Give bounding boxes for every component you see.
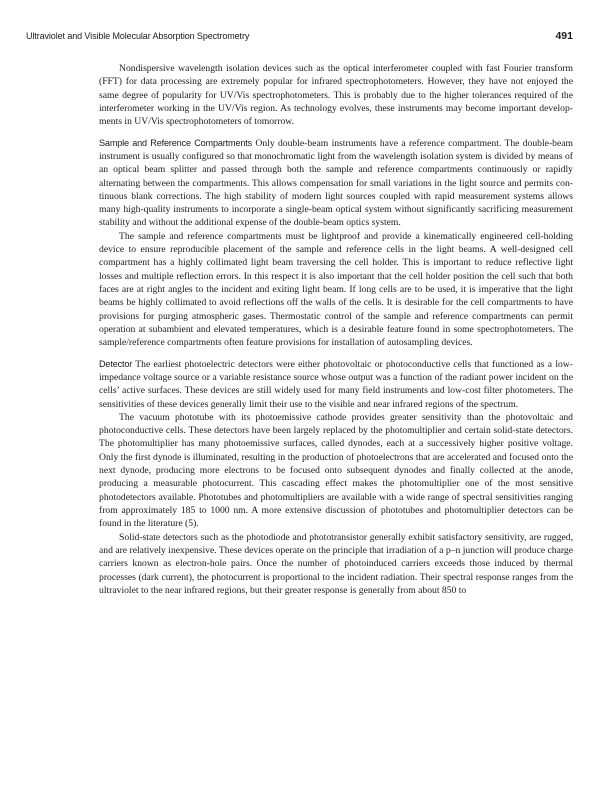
paragraph-phototube: The vacuum phototube with its photoemissive cathode provides greater sensitivity than the photovoltaic and photoconductive cells. These detectors have been largely replaced by the photomultiplier and certain solid-state detectors. The photomultiplier has many photoemissive surfaces, called dynodes, each at a successively higher positive voltage. Only the first dynode is illuminated, resulting in the production of photoelectrons that are accelerated and focused onto the next dynode, producing more electrons to be focused onto subsequent dynodes and finally collected at the anode, producing a measurable photocurrent. This cascading effect makes the photomultiplier one of the most sensitive photodetectors available. Phototubes and photomultipliers are available with a wide range of spectral sensitivities ranging from approximately 185 to 1000 nm. A more extensive discussion of phototubes and photomultiplier detectors can be found in the literature (5). (99, 411, 573, 530)
paragraph-compartments: The sample and reference compartments must be lightproof and provide a kinematically engineered cell-holding device to ensure reproducible placement of the sample and reference cells in the light beams. A well-designed cell compartment has a highly collimated light beam traversing the cell holder. This is important to reduce reflective light losses and multiple reflection errors. In this respect it is also important that the cell holder position the cell such that both faces are at right angles to the incident and exiting light beam. If long cells are to be used, it is imperative that the light beams be highly collimated to avoid reflections off the walls of the cells. It is desirable for the cell compartments to have provisions for purging atmospheric gases. Thermostatic control of the sample and reference compartments can permit operation at subambient and elevated temperatures, which is a desirable feature found in some spectrophotometers. The sample/reference compartments often feature provisions for installation of autosampling devices. (99, 230, 573, 349)
body-text (99, 62, 573, 597)
section-heading-sample-reference: Sample and Reference Compartments (99, 137, 253, 148)
paragraph-interferometer: Nondispersive wavelength isolation devices such as the optical interferometer coupled with fast Fourier transform (FFT) for data processing are extremely popular for infrared spectrophotometers. However, they have not enjoyed the same degree of popularity for UV/Vis spectrophotometers. This is probably due to the higher tolerances required of the interferometer working in the UV/Vis region. As technology evolves, these instruments may become important developments in UV/Vis spectrophotometers of tomorrow. (99, 63, 573, 128)
section-sample-reference (99, 137, 573, 230)
paragraph-photoelectric: The earliest photoelectric detectors were either photovoltaic or photoconductive cells that functioned as a low-impedance voltage source or a variable resistance source whose output was a function of the radiant power incident on the cells’ active surfaces. These devices are still widely used for many field instruments and low-cost filter photometers. The sensitivities of these devices generally limit their use to the visible and near infrared regions of the spectrum. (99, 358, 573, 410)
section-heading-detector: Detector (99, 358, 133, 369)
page-number: 491 (555, 30, 573, 42)
running-header (26, 31, 573, 45)
running-title: Ultraviolet and Visible Molecular Absorption Spectrometry (26, 31, 250, 41)
paragraph-solid-state: Solid-state detectors such as the photodiode and phototransistor generally exhibit satisfactory sensitivity, are rugged, and are relatively inexpensive. These devices operate on the principle that irradiation of a p–n junction will produce charge carriers known as electron-hole pairs. Once the number of photoinduced carriers exceeds those induced by thermal processes (dark current), the photocurrent is proportional to the incident radiation. Their spectral response ranges from the ultraviolet to the near infrared regions, but their greater response is generally from about 850 to (99, 531, 573, 596)
paragraph-double-beam: Only double-beam instruments have a reference compartment. The double-beam instrument is usually configured so that monochromatic light from the wavelength isolation system is divided by means of an optical beam splitter and passed through both the sample and reference compartments continuously or rapidly alternating between the compartments. This allows compensation for small variations in the light source and permits continuous blank corrections. The high stability of modern light sources coupled with rapid measurement systems allows many high-quality instruments to incorporate a single-beam optical system without significantly sacrificing measurement stability and without the additional expense of the double-beam optics system. (99, 137, 573, 229)
section-detector (99, 358, 573, 411)
